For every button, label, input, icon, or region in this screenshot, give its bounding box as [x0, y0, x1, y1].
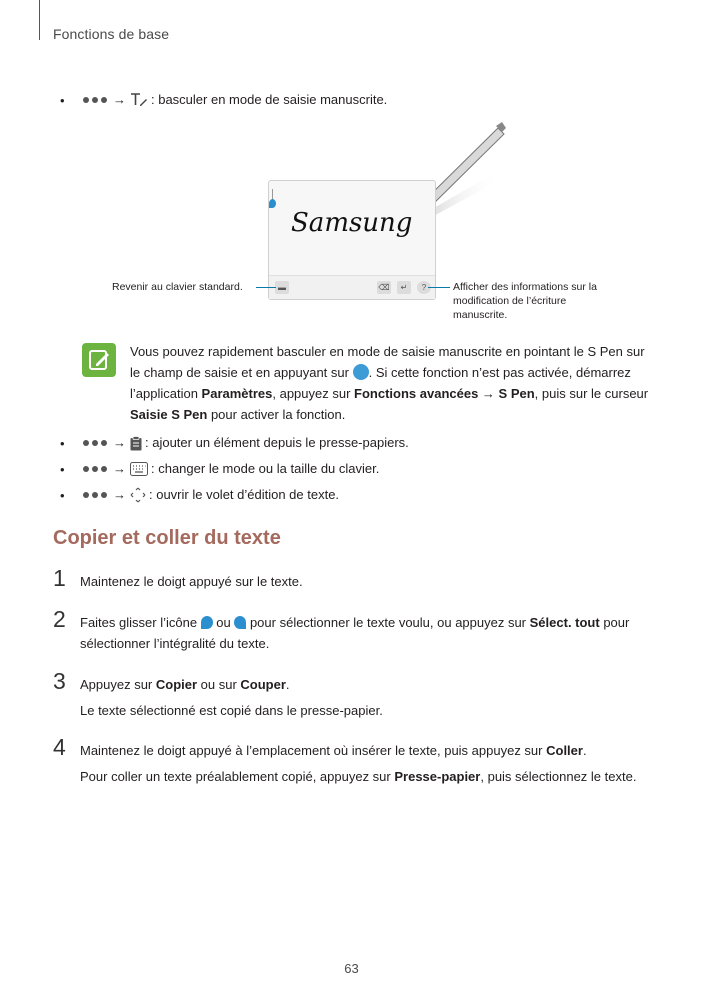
handwriting-sample: [289, 199, 419, 249]
callout-right-line: [428, 287, 450, 288]
callout-left: Revenir au clavier standard.: [112, 281, 243, 293]
bullet-marker: •: [60, 488, 65, 503]
callout-left-line: [256, 287, 276, 288]
clipboard-icon: [130, 436, 142, 451]
move-icon: [130, 487, 146, 503]
bullet-keyboard: [83, 461, 379, 477]
note-text: Vous pouvez rapidement basculer en mode de saisie manuscrite en pointant le S Pen sur le champ de saisie et en appuyant sur . Si cette fonction n’est pas activée, démarrez l’application Paramètres, appuyez sur Fonctions avancées → S Pen, puis sur le curseur Saisie S Pen pour activer la fonction.: [130, 344, 649, 422]
page-header-title: Fonctions de base: [53, 26, 170, 42]
handwriting-icon: [130, 92, 148, 108]
note-icon: [82, 343, 116, 377]
section-title: Copier et coller du texte: [53, 527, 281, 549]
bullet-marker: •: [60, 436, 65, 451]
bullet-handwriting: [83, 92, 387, 108]
step-4: Maintenez le doigt appuyé à l’emplacement où insérer le texte, puis appuyez sur Coller.: [80, 743, 587, 758]
enter-button[interactable]: ↵: [397, 281, 411, 294]
handwriting-panel: [268, 180, 436, 300]
help-button[interactable]: ?: [417, 281, 431, 294]
arrow: →: [113, 92, 126, 107]
bullet-text: : changer le mode ou la taille du clavier.: [151, 461, 380, 476]
arrow: →: [113, 487, 126, 502]
bullet-text: : ouvrir le volet d’édition de texte.: [149, 487, 340, 502]
keyboard-switch-button[interactable]: ▬: [275, 281, 289, 294]
more-options-icon: [83, 97, 107, 103]
step-3-detail: Le texte sélectionné est copié dans le presse-papier.: [80, 703, 383, 718]
step-2: Faites glisser l’icône ou pour sélectionner le texte voulu, ou appuyez sur Sélect. tout pour sélectionner l’intégralité du texte.: [80, 615, 630, 651]
step-1: Maintenez le doigt appuyé sur le texte.: [80, 574, 303, 589]
step-3: Appuyez sur Copier ou sur Couper.: [80, 677, 290, 692]
selection-handle-right-icon: [234, 616, 246, 629]
more-options-icon: [83, 466, 107, 472]
bullet-text: : basculer en mode de saisie manuscrite.: [151, 92, 388, 107]
arrow: →: [113, 435, 126, 450]
handwriting-text: Samsung: [291, 208, 413, 238]
callout-right: Afficher des informations sur la modification de l’écriture manuscrite.: [453, 281, 597, 321]
step-number: 1: [53, 565, 66, 591]
cursor-handle: [269, 199, 276, 208]
step-number: 2: [53, 606, 66, 632]
s-pen-icon: [353, 364, 369, 380]
selection-handle-left-icon: [201, 616, 213, 629]
bullet-marker: •: [60, 93, 65, 108]
keyboard-icon: [130, 462, 148, 476]
step-number: 3: [53, 668, 66, 694]
bullet-text-editing: [83, 487, 339, 503]
arrow: →: [113, 461, 126, 476]
bullet-text: : ajouter un élément depuis le presse-papiers.: [145, 435, 409, 450]
more-options-icon: [83, 440, 107, 446]
page-number: 63: [344, 961, 359, 976]
bullet-marker: •: [60, 462, 65, 477]
more-options-icon: [83, 492, 107, 498]
handwriting-toolbar: [269, 275, 435, 299]
step-4-detail: Pour coller un texte préalablement copié, appuyez sur Presse-papier, puis sélectionnez le texte.: [80, 769, 637, 784]
step-number: 4: [53, 734, 66, 760]
bullet-clipboard: [83, 435, 409, 451]
header-rule: [39, 0, 40, 40]
backspace-button[interactable]: ⌫: [378, 283, 390, 292]
